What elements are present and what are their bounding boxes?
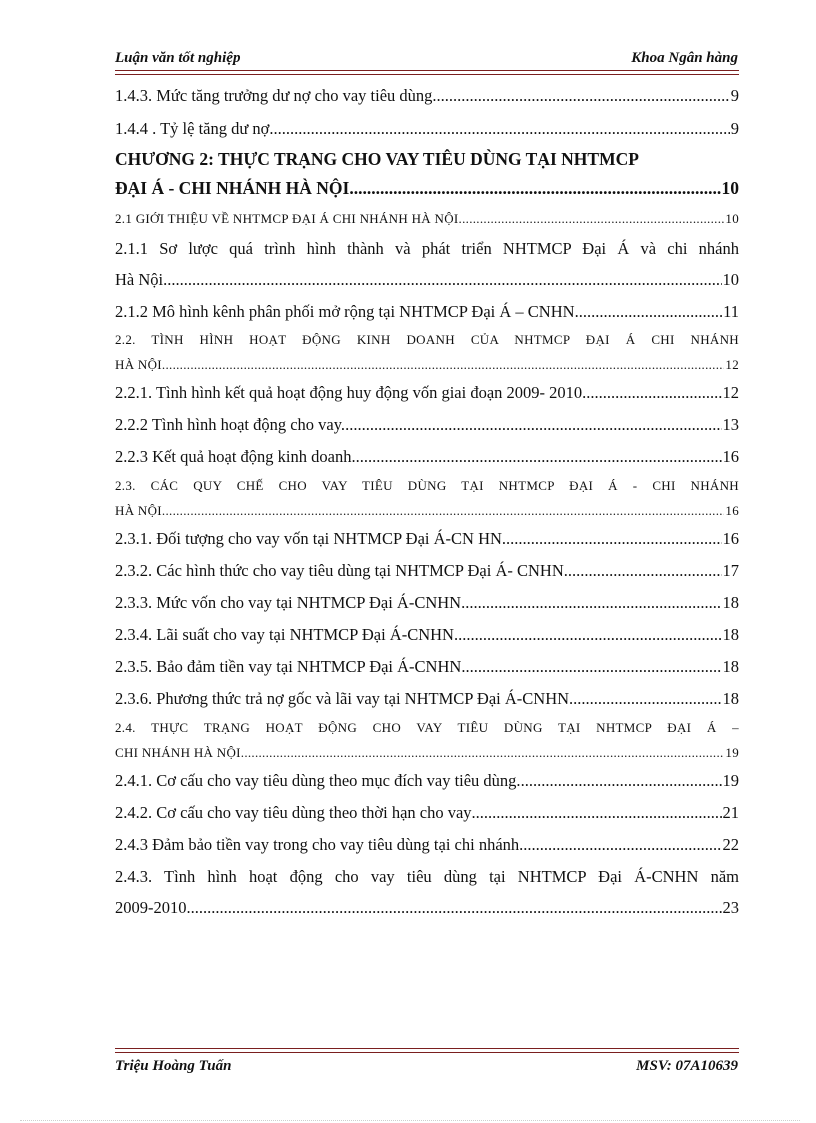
toc-entry-text: 2.3.2. Các hình thức cho vay tiêu dùng tại NHTMCP Đại Á- CNHN xyxy=(115,561,564,580)
toc-entry-2-4-3-activity xyxy=(115,898,739,918)
toc-page-number: 16 xyxy=(725,503,739,518)
toc-page-number: 19 xyxy=(722,771,739,790)
toc-page-number: 18 xyxy=(722,689,739,708)
toc-section-2-4-title: 2.4. THỰC TRẠNG HOẠT ĐỘNG CHO VAY TIÊU DÙNG TẠI NHTMCP ĐẠI Á – xyxy=(115,720,739,735)
toc-page-number: 19 xyxy=(725,745,739,760)
toc-entry-1-4-3 xyxy=(115,86,739,106)
toc-entry-text: HÀ NỘI. xyxy=(115,503,166,518)
toc-entry-2-3-4 xyxy=(115,625,739,645)
toc-page-number: 12 xyxy=(725,357,739,372)
toc-entry-text: ĐẠI Á - CHI NHÁNH HÀ NỘI xyxy=(115,178,350,198)
toc-entry-2-2-1 xyxy=(115,383,739,403)
toc-page-number: 10 xyxy=(721,178,739,198)
toc-section-2-2 xyxy=(115,357,739,373)
toc-entry-text: HÀ NỘI. xyxy=(115,357,166,372)
toc-page-number: 16 xyxy=(722,447,739,466)
toc-entry-2-3-3 xyxy=(115,593,739,613)
toc-entry-text: 2.4.1. Cơ cấu cho vay tiêu dùng theo mục đích vay tiêu dùng. xyxy=(115,771,521,790)
toc-entry-text: 2.2.1. Tình hình kết quả hoạt động huy động vốn giai đoạn 2009- 2010. xyxy=(115,383,587,402)
toc-page-number: 21 xyxy=(722,803,739,822)
toc-entry-2-3-5 xyxy=(115,657,739,677)
toc-entry-text: 2.3.6. Phương thức trả nợ gốc và lãi vay tại NHTMCP Đại Á-CNHN xyxy=(115,689,570,708)
toc-entry-text: 2.2.2 Tình hình hoạt động cho vay. xyxy=(115,415,346,434)
toc-entry-text: 2.3.5. Bảo đảm tiền vay tại NHTMCP Đại Á-CNHN xyxy=(115,657,462,676)
toc-entry-2-2-2 xyxy=(115,415,739,435)
toc-entry-2-4-3-collateral xyxy=(115,835,739,855)
header-rule xyxy=(115,70,739,75)
table-of-contents xyxy=(115,86,739,918)
header-thesis-label: Luận văn tốt nghiệp xyxy=(115,50,241,66)
footer-rule xyxy=(115,1048,739,1053)
toc-page-number: 18 xyxy=(722,593,739,612)
toc-section-2-2-title: 2.2. TÌNH HÌNH HOẠT ĐỘNG KINH DOANH CỦA NHTMCP ĐẠI Á CHI NHÁNH xyxy=(115,332,739,347)
toc-entry-text: 2.4.2. Cơ cấu cho vay tiêu dùng theo thời hạn cho vay xyxy=(115,803,472,822)
page-footer xyxy=(115,1058,738,1075)
toc-entry-text: 2.2.3 Kết quả hoạt động kinh doanh xyxy=(115,447,352,466)
toc-page-number: 11 xyxy=(723,302,739,321)
toc-page-number: 10 xyxy=(722,270,739,289)
toc-entry-text: 2.1 GIỚI THIỆU VỀ NHTMCP ĐẠI Á CHI NHÁNH HÀ NỘI. xyxy=(115,211,463,226)
toc-entry-2-4-1 xyxy=(115,771,739,791)
toc-page-number: 23 xyxy=(722,898,739,917)
toc-entry-text: 2.4.3 Đảm bảo tiền vay trong cho vay tiêu dùng tại chi nhánh xyxy=(115,835,520,854)
toc-entry-2-4-3-activity-title: 2.4.3. Tình hình hoạt động cho vay tiêu dùng tại NHTMCP Đại Á-CNHN năm xyxy=(115,867,739,886)
toc-entry-2-1-1 xyxy=(115,270,739,290)
page-header xyxy=(115,50,738,67)
toc-page-number: 10 xyxy=(725,211,739,226)
toc-section-2-1 xyxy=(115,211,739,227)
toc-entry-2-3-6 xyxy=(115,689,739,709)
footer-student-id: MSV: 07A10639 xyxy=(636,1058,738,1074)
toc-entry-2-2-3 xyxy=(115,447,739,467)
toc-section-2-4 xyxy=(115,745,739,761)
toc-section-2-3-title: 2.3. CÁC QUY CHẾ CHO VAY TIÊU DÙNG TẠI NHTMCP ĐẠI Á - CHI NHÁNH xyxy=(115,478,739,493)
toc-page-number: 18 xyxy=(722,625,739,644)
toc-entry-text: 2.3.4. Lãi suất cho vay tại NHTMCP Đại Á-CNHN xyxy=(115,625,454,644)
toc-page-number: 17 xyxy=(722,561,739,580)
toc-entry-2-1-1-title: 2.1.1 Sơ lược quá trình hình thành và phát triển NHTMCP Đại Á và chi nhánh xyxy=(115,239,739,258)
page-edge-divider xyxy=(20,1120,800,1121)
toc-chapter-2 xyxy=(115,178,739,199)
toc-entry-2-3-2 xyxy=(115,561,739,581)
header-faculty-label: Khoa Ngân hàng xyxy=(631,50,738,66)
toc-entry-1-4-4 xyxy=(115,119,739,139)
toc-entry-2-3-1 xyxy=(115,529,739,549)
toc-entry-text: 2.3.3. Mức vốn cho vay tại NHTMCP Đại Á-CNHN xyxy=(115,593,462,612)
toc-entry-text: 1.4.4 . Tỷ lệ tăng dư nợ xyxy=(115,119,270,138)
toc-page-number: 9 xyxy=(730,86,739,105)
toc-entry-text: 2.1.2 Mô hình kênh phân phối mở rộng tại NHTMCP Đại Á – CNHN xyxy=(115,302,575,321)
toc-chapter-2-title: CHƯƠNG 2: THỰC TRẠNG CHO VAY TIÊU DÙNG TẠI NHTMCP xyxy=(115,149,639,169)
footer-author: Triệu Hoàng Tuấn xyxy=(115,1058,232,1074)
toc-page-number: 13 xyxy=(722,415,739,434)
toc-page-number: 12 xyxy=(722,383,739,402)
toc-entry-text: Hà Nội. xyxy=(115,270,168,289)
toc-entry-text: 2.3.1. Đối tượng cho vay vốn tại NHTMCP Đại Á-CN HN xyxy=(115,529,502,548)
toc-entry-text: 2009-2010 xyxy=(115,898,187,917)
toc-page-number: 18 xyxy=(722,657,739,676)
toc-entry-text: 1.4.3. Mức tăng trưởng dư nợ cho vay tiêu dùng. xyxy=(115,86,437,105)
toc-section-2-3 xyxy=(115,503,739,519)
toc-page-number: 16 xyxy=(722,529,739,548)
toc-page-number: 9 xyxy=(730,119,739,138)
toc-entry-2-4-2 xyxy=(115,803,739,823)
toc-page-number: 22 xyxy=(722,835,739,854)
toc-entry-text: CHI NHÁNH HÀ NỘI. xyxy=(115,745,245,760)
toc-entry-2-1-2 xyxy=(115,302,739,322)
